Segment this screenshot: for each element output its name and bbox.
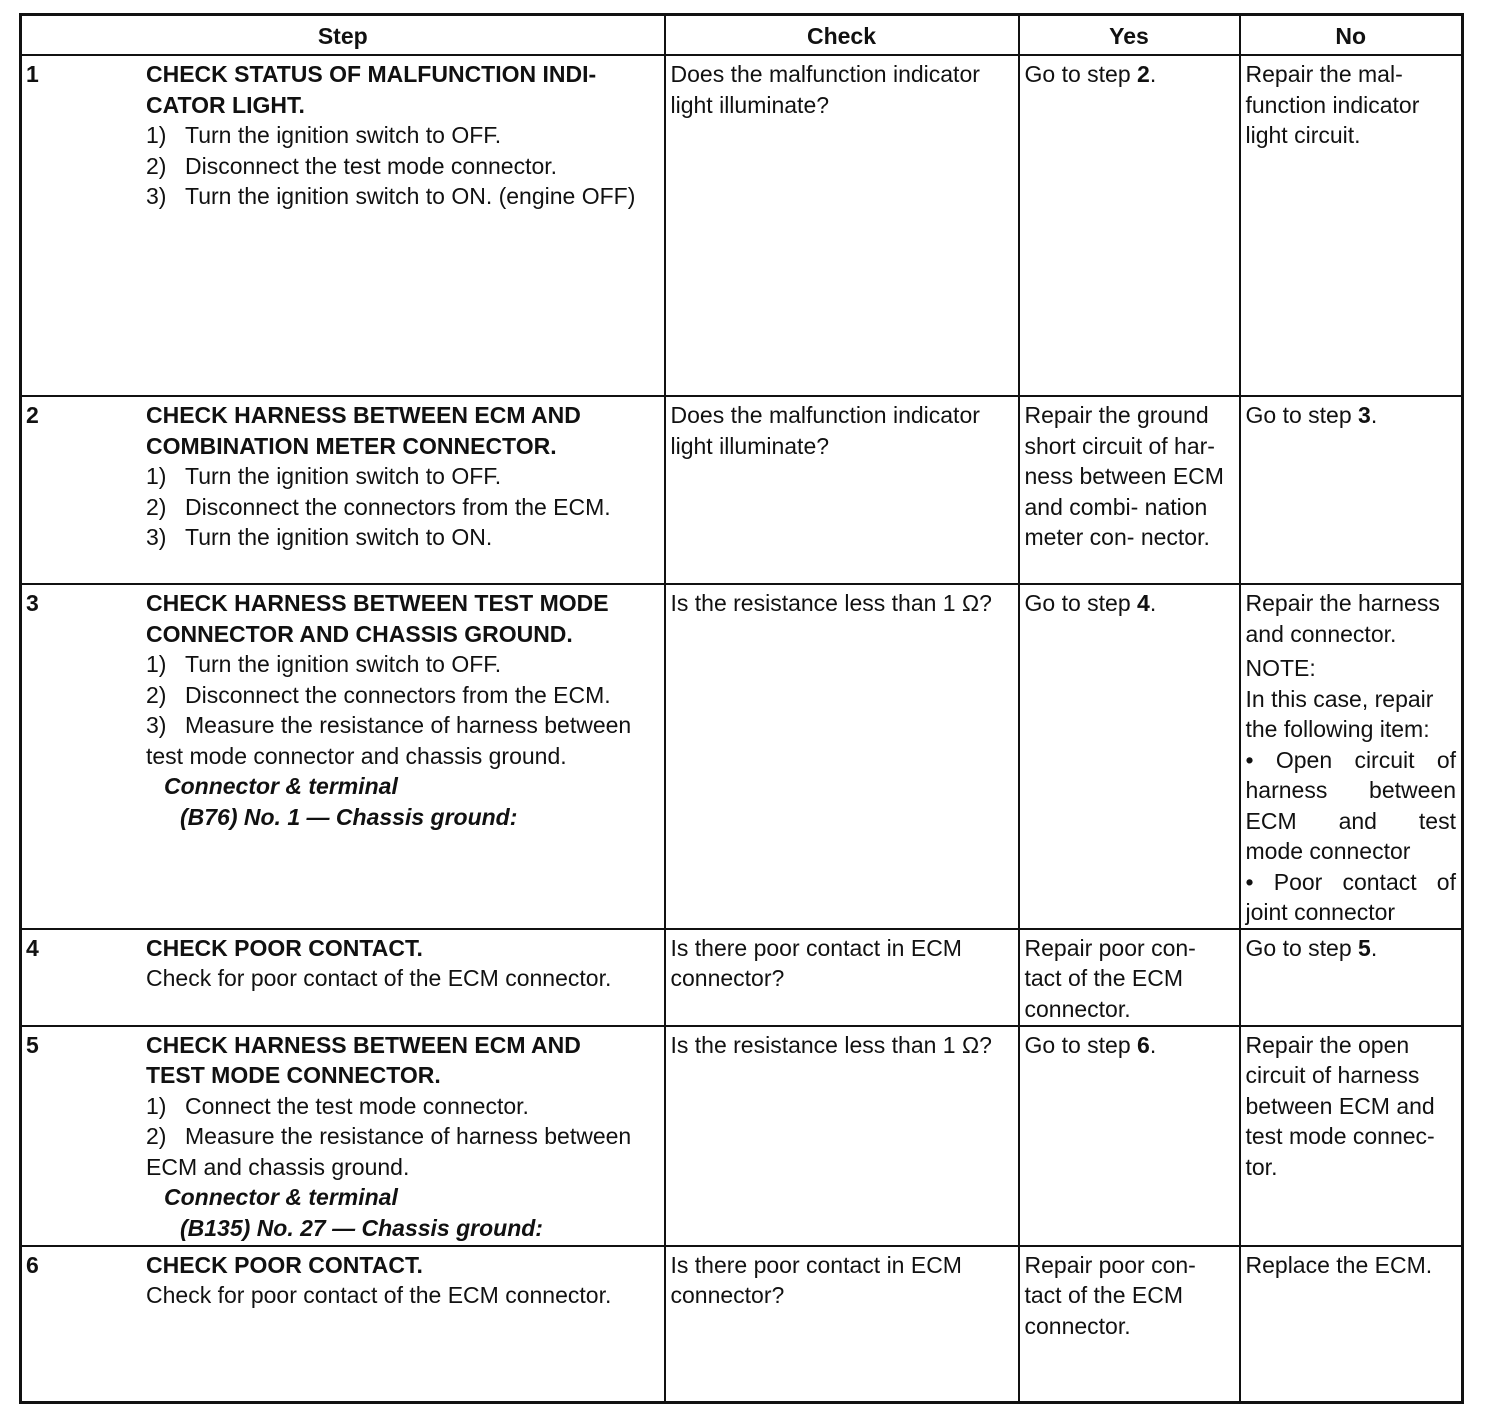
step-title: CHECK STATUS OF MALFUNCTION INDI- [146, 61, 597, 87]
header-row [21, 15, 1463, 56]
step-body: Check for poor contact of the ECM connector. [146, 1282, 612, 1308]
check-text: Is there poor contact in ECM connector? [670, 934, 962, 991]
yes-step-ref: 4 [1137, 590, 1150, 616]
check-cell [665, 584, 1019, 929]
yes-cell [1019, 929, 1240, 1026]
substep-number: 2) [146, 1123, 167, 1149]
substep-continuation: ECM and chassis ground. [146, 1153, 410, 1180]
yes-step-ref: 2 [1137, 61, 1150, 87]
header-check: Check [665, 15, 1019, 56]
check-text: Does the malfunction indicator light illuminate? [670, 61, 980, 118]
no-text: Repair the open circuit of harness between ECM and test mode connec- tor. [1245, 1031, 1435, 1180]
note-label: NOTE: [1245, 655, 1316, 681]
step-number: 2 [26, 402, 39, 428]
note-bullet: • Open circuit of [1245, 746, 1456, 773]
step-cell [21, 55, 665, 396]
substep [146, 1121, 659, 1152]
substep [146, 461, 659, 492]
check-cell [665, 396, 1019, 584]
no-text: Repair the mal- function indicator light circuit. [1245, 61, 1420, 148]
substep [146, 492, 659, 523]
check-text: Is the resistance less than 1 Ω? [670, 1031, 992, 1058]
yes-text: Go to step [1024, 1031, 1138, 1058]
step-title: CHECK HARNESS BETWEEN TEST MODE [146, 590, 609, 616]
no-text: Go to step [1245, 934, 1359, 961]
check-text: Is there poor contact in ECM connector? [670, 1251, 962, 1308]
substep-text: Disconnect the connectors from the ECM. [185, 681, 611, 708]
no-cell [1240, 584, 1463, 929]
substep-text: Turn the ignition switch to ON. (engine OFF) [185, 183, 636, 209]
spec-terminal: (B76) No. 1 — Chassis ground: [180, 803, 518, 830]
note-line: the following item: [1245, 716, 1430, 742]
step-body: Check for poor contact of the ECM connector. [146, 965, 612, 991]
note-bullet: • Poor contact of [1245, 868, 1456, 895]
table-row [21, 584, 1463, 929]
step-number: 1 [26, 61, 39, 87]
yes-suffix: . [1149, 1031, 1157, 1058]
substep-text: Turn the ignition switch to OFF. [185, 122, 502, 148]
substep-number: 3) [146, 712, 167, 738]
header-step: Step [21, 15, 665, 56]
table-row [21, 1026, 1463, 1246]
yes-text: Repair the ground short circuit of har- ness between ECM and combi- nation meter con- nector. [1024, 402, 1224, 550]
step-title: CHECK HARNESS BETWEEN ECM AND [146, 1031, 581, 1058]
table-row [21, 55, 1463, 396]
yes-cell [1019, 1026, 1240, 1246]
step-title: CATOR LIGHT. [146, 91, 305, 118]
no-suffix: . [1370, 934, 1378, 961]
substep [146, 522, 659, 553]
diagnostic-table [19, 13, 1464, 1404]
substep-number: 3) [146, 183, 167, 209]
no-suffix: . [1370, 402, 1378, 428]
substep [146, 120, 659, 151]
no-step-ref: 5 [1358, 934, 1371, 961]
step-title: COMBINATION METER CONNECTOR. [146, 432, 557, 459]
step-title: CHECK HARNESS BETWEEN ECM AND [146, 402, 581, 428]
substep-text: Connect the test mode connector. [185, 1092, 529, 1119]
no-cell [1240, 929, 1463, 1026]
check-cell [665, 1246, 1019, 1403]
note-bullet: ECM and test [1245, 807, 1456, 834]
step-title: CHECK POOR CONTACT. [146, 934, 423, 961]
note-bullet: joint connector [1245, 899, 1396, 925]
step-cell [21, 929, 665, 1026]
substep-number: 1) [146, 463, 167, 489]
substep-number: 2) [146, 493, 167, 520]
step-title: TEST MODE CONNECTOR. [146, 1062, 441, 1088]
substep-number: 3) [146, 524, 167, 550]
step-number: 6 [26, 1251, 39, 1278]
spec-terminal: (B135) No. 27 — Chassis ground: [180, 1214, 543, 1241]
step-cell [21, 396, 665, 584]
spec-label: Connector & terminal [164, 773, 398, 799]
no-cell [1240, 1026, 1463, 1246]
no-text: Repair the harness and connector. [1245, 590, 1440, 647]
check-text: Is the resistance less than 1 Ω? [670, 590, 992, 616]
substep [146, 710, 659, 741]
step-number: 3 [26, 590, 39, 616]
substep-text: Measure the resistance of harness between [185, 1123, 632, 1149]
substep-number: 2) [146, 152, 167, 179]
check-text: Does the malfunction indicator light illuminate? [670, 402, 980, 459]
substep-number: 1) [146, 1092, 167, 1119]
note-bullet: mode connector [1245, 838, 1411, 864]
header-no: No [1240, 15, 1463, 56]
substep-number: 1) [146, 122, 167, 148]
yes-text: Go to step [1024, 61, 1138, 87]
substep-text: Turn the ignition switch to OFF. [185, 463, 502, 489]
yes-cell [1019, 55, 1240, 396]
yes-cell [1019, 1246, 1240, 1403]
step-cell [21, 1026, 665, 1246]
step-cell [21, 1246, 665, 1403]
yes-step-ref: 6 [1137, 1031, 1150, 1058]
step-cell [21, 584, 665, 929]
substep-number: 1) [146, 651, 167, 677]
step-title: CHECK POOR CONTACT. [146, 1251, 423, 1278]
note-bullet: harness between [1245, 777, 1456, 803]
substep-text: Disconnect the connectors from the ECM. [185, 493, 611, 520]
step-title: CONNECTOR AND CHASSIS GROUND. [146, 620, 573, 647]
yes-suffix: . [1149, 590, 1157, 616]
table-row [21, 396, 1463, 584]
substep-number: 2) [146, 681, 167, 708]
table-row [21, 1246, 1463, 1403]
yes-cell [1019, 396, 1240, 584]
no-cell [1240, 1246, 1463, 1403]
yes-text: Go to step [1024, 590, 1138, 616]
step-number: 5 [26, 1031, 39, 1058]
substep [146, 649, 659, 680]
table-row [21, 929, 1463, 1026]
check-cell [665, 1026, 1019, 1246]
step-number: 4 [26, 934, 39, 961]
no-step-ref: 3 [1358, 402, 1371, 428]
spec-label: Connector & terminal [164, 1184, 398, 1210]
substep [146, 181, 659, 212]
note-line: In this case, repair [1245, 685, 1434, 712]
substep-continuation: test mode connector and chassis ground. [146, 742, 567, 769]
substep [146, 1091, 659, 1122]
substep-text: Measure the resistance of harness between [185, 712, 632, 738]
yes-text: Repair poor con- tact of the ECM connector. [1024, 934, 1196, 1022]
yes-cell [1019, 584, 1240, 929]
no-cell [1240, 55, 1463, 396]
header-yes: Yes [1019, 15, 1240, 56]
no-text: Go to step [1245, 402, 1359, 428]
substep-text: Disconnect the test mode connector. [185, 152, 558, 179]
substep [146, 151, 659, 182]
check-cell [665, 929, 1019, 1026]
no-text: Replace the ECM. [1245, 1251, 1433, 1278]
check-cell [665, 55, 1019, 396]
yes-suffix: . [1149, 61, 1157, 87]
no-cell [1240, 396, 1463, 584]
substep [146, 680, 659, 711]
yes-text: Repair poor con- tact of the ECM connector. [1024, 1251, 1196, 1339]
substep-text: Turn the ignition switch to OFF. [185, 651, 502, 677]
substep-text: Turn the ignition switch to ON. [185, 524, 493, 550]
